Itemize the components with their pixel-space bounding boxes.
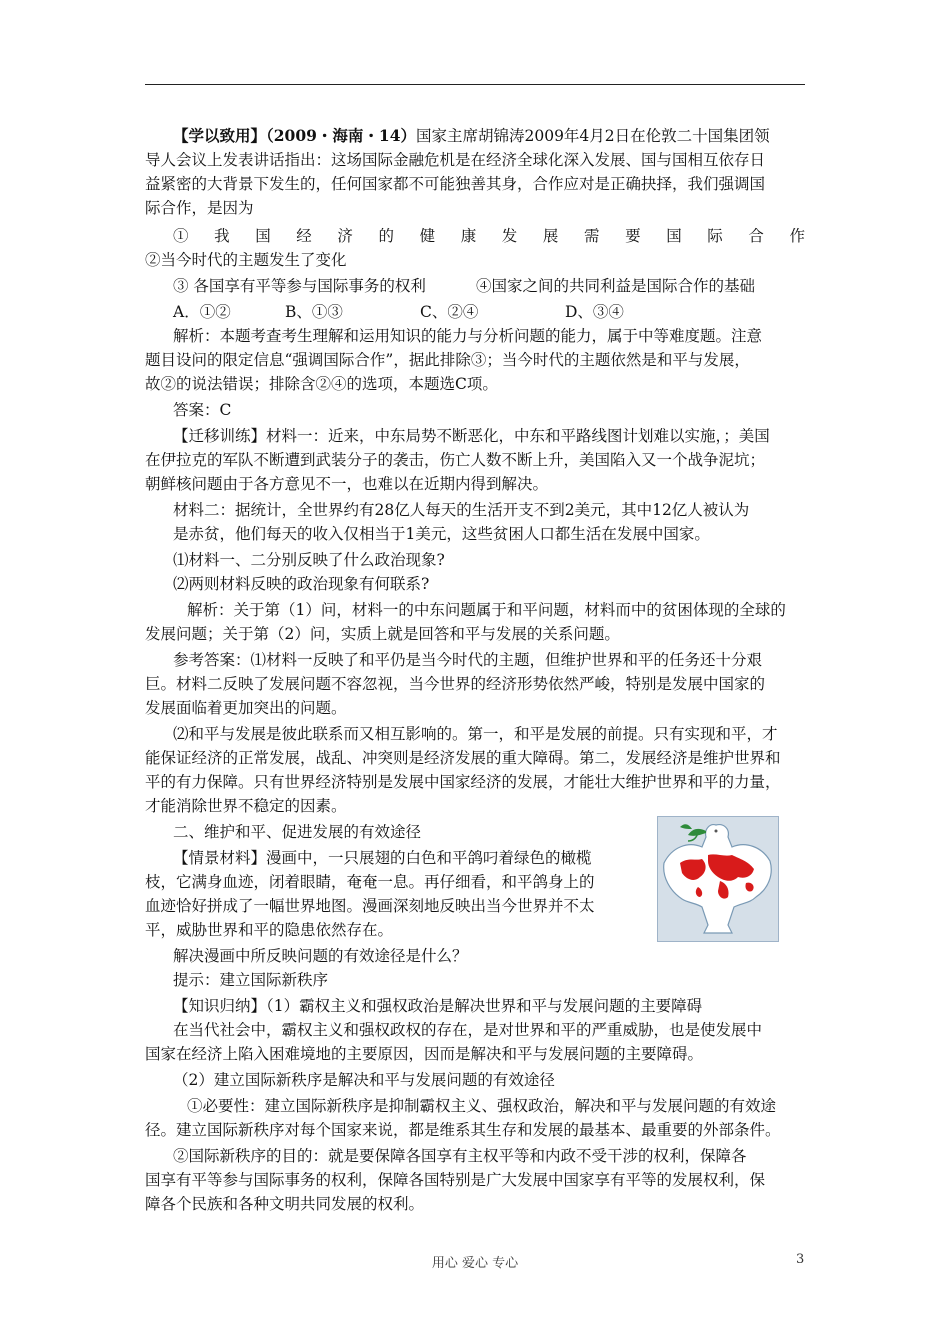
scene-line4: 平，威胁世界和平的隐患依然存在。: [145, 921, 394, 939]
question-1: ⑴材料一、二分别反映了什么政治现象?: [173, 551, 445, 569]
ref2-line3: 平的有力保障。只有世界经济特别是发展中国家经济的发展，才能壮大维护世界和平的力量，: [145, 773, 781, 791]
option-c: C、②④: [420, 303, 479, 321]
necessity-line1: ①必要性：建立国际新秩序是抑制霸权主义、强权政治，解决和平与发展问题的有效途: [187, 1097, 777, 1115]
choice-item-1: ①我国经济的健康发展需要国际合作: [173, 227, 805, 245]
analysis1-line1: 解析：本题考查考生理解和运用知识的能力与分析问题的能力，属于中等难度题。注意: [173, 327, 763, 345]
ref2-line4: 才能消除世界不稳定的因素。: [145, 797, 347, 815]
hint: 提示：建立国际新秩序: [173, 971, 329, 989]
train-line2: 在伊拉克的军队不断遭到武装分子的袭击，伤亡人数不断上升，美国陷入又一个战争泥坑；: [145, 451, 766, 469]
scene-line2: 枝，它满身血迹，闭着眼睛，奄奄一息。再仔细看，和平鸽身上的: [145, 873, 595, 891]
mat2-line1: 材料二：据统计，全世界约有28亿人每天的生活开支不到2美元，其中12亿人被认为: [173, 501, 750, 519]
option-d: D、③④: [565, 303, 624, 321]
p1-line2: 导人会议上发表讲话指出：这场国际金融危机是在经济全球化深入发展、国与国相互依存日: [145, 151, 766, 169]
option-b: B、①③: [285, 303, 343, 321]
purpose-line3: 障各个民族和各种文明共同发展的权利。: [145, 1195, 425, 1213]
scene-line1: 【情景材料】漫画中，一只展翅的白色和平鸽叼着绿色的橄榄: [173, 849, 592, 867]
analysis2-line2: 发展问题；关于第（2）问，实质上就是回答和平与发展的关系问题。: [145, 625, 620, 643]
knowledge-line2: 国家在经济上陷入困难境地的主要原因，因而是解决和平与发展问题的主要障碍。: [145, 1045, 704, 1063]
p1-line1: 【学以致用】（2009・海南・14）国家主席胡锦涛2009年4月2日在伦敦二十国集团领: [173, 126, 770, 145]
header-rule: [145, 84, 805, 85]
p1-line3: 益紧密的大背景下发生的，任何国家都不可能独善其身，合作应对是正确抉择，我们强调国: [145, 175, 766, 193]
mat2-line2: 是赤贫，他们每天的收入仅相当于1美元，这些贫困人口都生活在发展中国家。: [173, 525, 710, 543]
options-row: [173, 302, 624, 322]
train-line3: 朝鲜核问题由于各方意见不一，也难以在近期内得到解决。: [145, 475, 549, 493]
ref-line1: 参考答案：⑴材料一反映了和平仍是当今时代的主题，但维护世界和平的任务还十分艰: [173, 651, 763, 669]
scene-line3: 血迹恰好拼成了一幅世界地图。漫画深刻地反映出当今世界并不太: [145, 897, 595, 915]
knowledge-line1: 在当代社会中，霸权主义和强权政权的存在，是对世界和平的严重威胁，也是使发展中: [173, 1021, 763, 1039]
choice-item-4: ④国家之间的共同利益是国际合作的基础: [476, 277, 756, 295]
ref2-line1: ⑵和平与发展是彼此联系而又相互影响的。第一，和平是发展的前提。只有实现和平，才: [173, 725, 778, 743]
peace-dove-illustration: [658, 817, 778, 941]
necessity-line2: 径。建立国际新秩序对每个国家来说，都是维系其生存和发展的最基本、最重要的外部条件。: [145, 1121, 781, 1139]
choice-item-3: ③ 各国享有平等参与国际事务的权利: [173, 277, 426, 295]
peace-dove-cartoon: [657, 816, 779, 942]
p1-line4: 际合作，是因为: [145, 199, 254, 217]
analysis1-line3: 故②的说法错误；排除含②④的选项，本题选C项。: [145, 375, 498, 393]
page-number: 3: [796, 1252, 805, 1267]
train-line1: 【迁移训练】材料一：近来，中东局势不断恶化，中东和平路线图计划难以实施，；美国: [173, 427, 770, 445]
page-footer: 用心 爱心 专心: [431, 1256, 519, 1271]
question-3: 解决漫画中所反映问题的有效途径是什么？: [173, 947, 468, 965]
question-2: ⑵两则材料反映的政治现象有何联系?: [173, 575, 430, 593]
knowledge-subtitle: （2）建立国际新秩序是解决和平与发展问题的有效途径: [173, 1071, 555, 1089]
ref-line3: 发展面临着更加突出的问题。: [145, 699, 347, 717]
ref-line2: 巨。材料二反映了发展问题不容忽视，当今世界的经济形势依然严峻，特别是发展中国家的: [145, 675, 766, 693]
purpose-line2: 国享有平等参与国际事务的权利，保障各国特别是广大发展中国家享有平等的发展权利，保: [145, 1171, 766, 1189]
analysis2-line1: 解析：关于第（1）问，材料一的中东问题属于和平问题，材料而中的贫困体现的全球的: [187, 601, 786, 619]
knowledge-title: 【知识归纳】（1）霸权主义和强权政治是解决世界和平与发展问题的主要障碍: [173, 997, 703, 1015]
analysis1-line2: 题目设问的限定信息“强调国际合作”，据此排除③；当今时代的主题依然是和平与发展，: [145, 351, 750, 369]
purpose-line1: ②国际新秩序的目的：就是要保障各国享有主权平等和内政不受干涉的权利，保障各: [173, 1147, 747, 1165]
answer1: 答案：C: [173, 401, 232, 419]
section-heading: 二、维护和平、促进发展的有效途径: [173, 823, 422, 841]
choice-item-2: ②当今时代的主题发生了变化: [145, 251, 347, 269]
option-a: A．①②: [173, 303, 231, 321]
ref2-line2: 能保证经济的正常发展，战乱、冲突则是经济发展的重大障碍。第二，发展经济是维护世界和: [145, 749, 781, 767]
